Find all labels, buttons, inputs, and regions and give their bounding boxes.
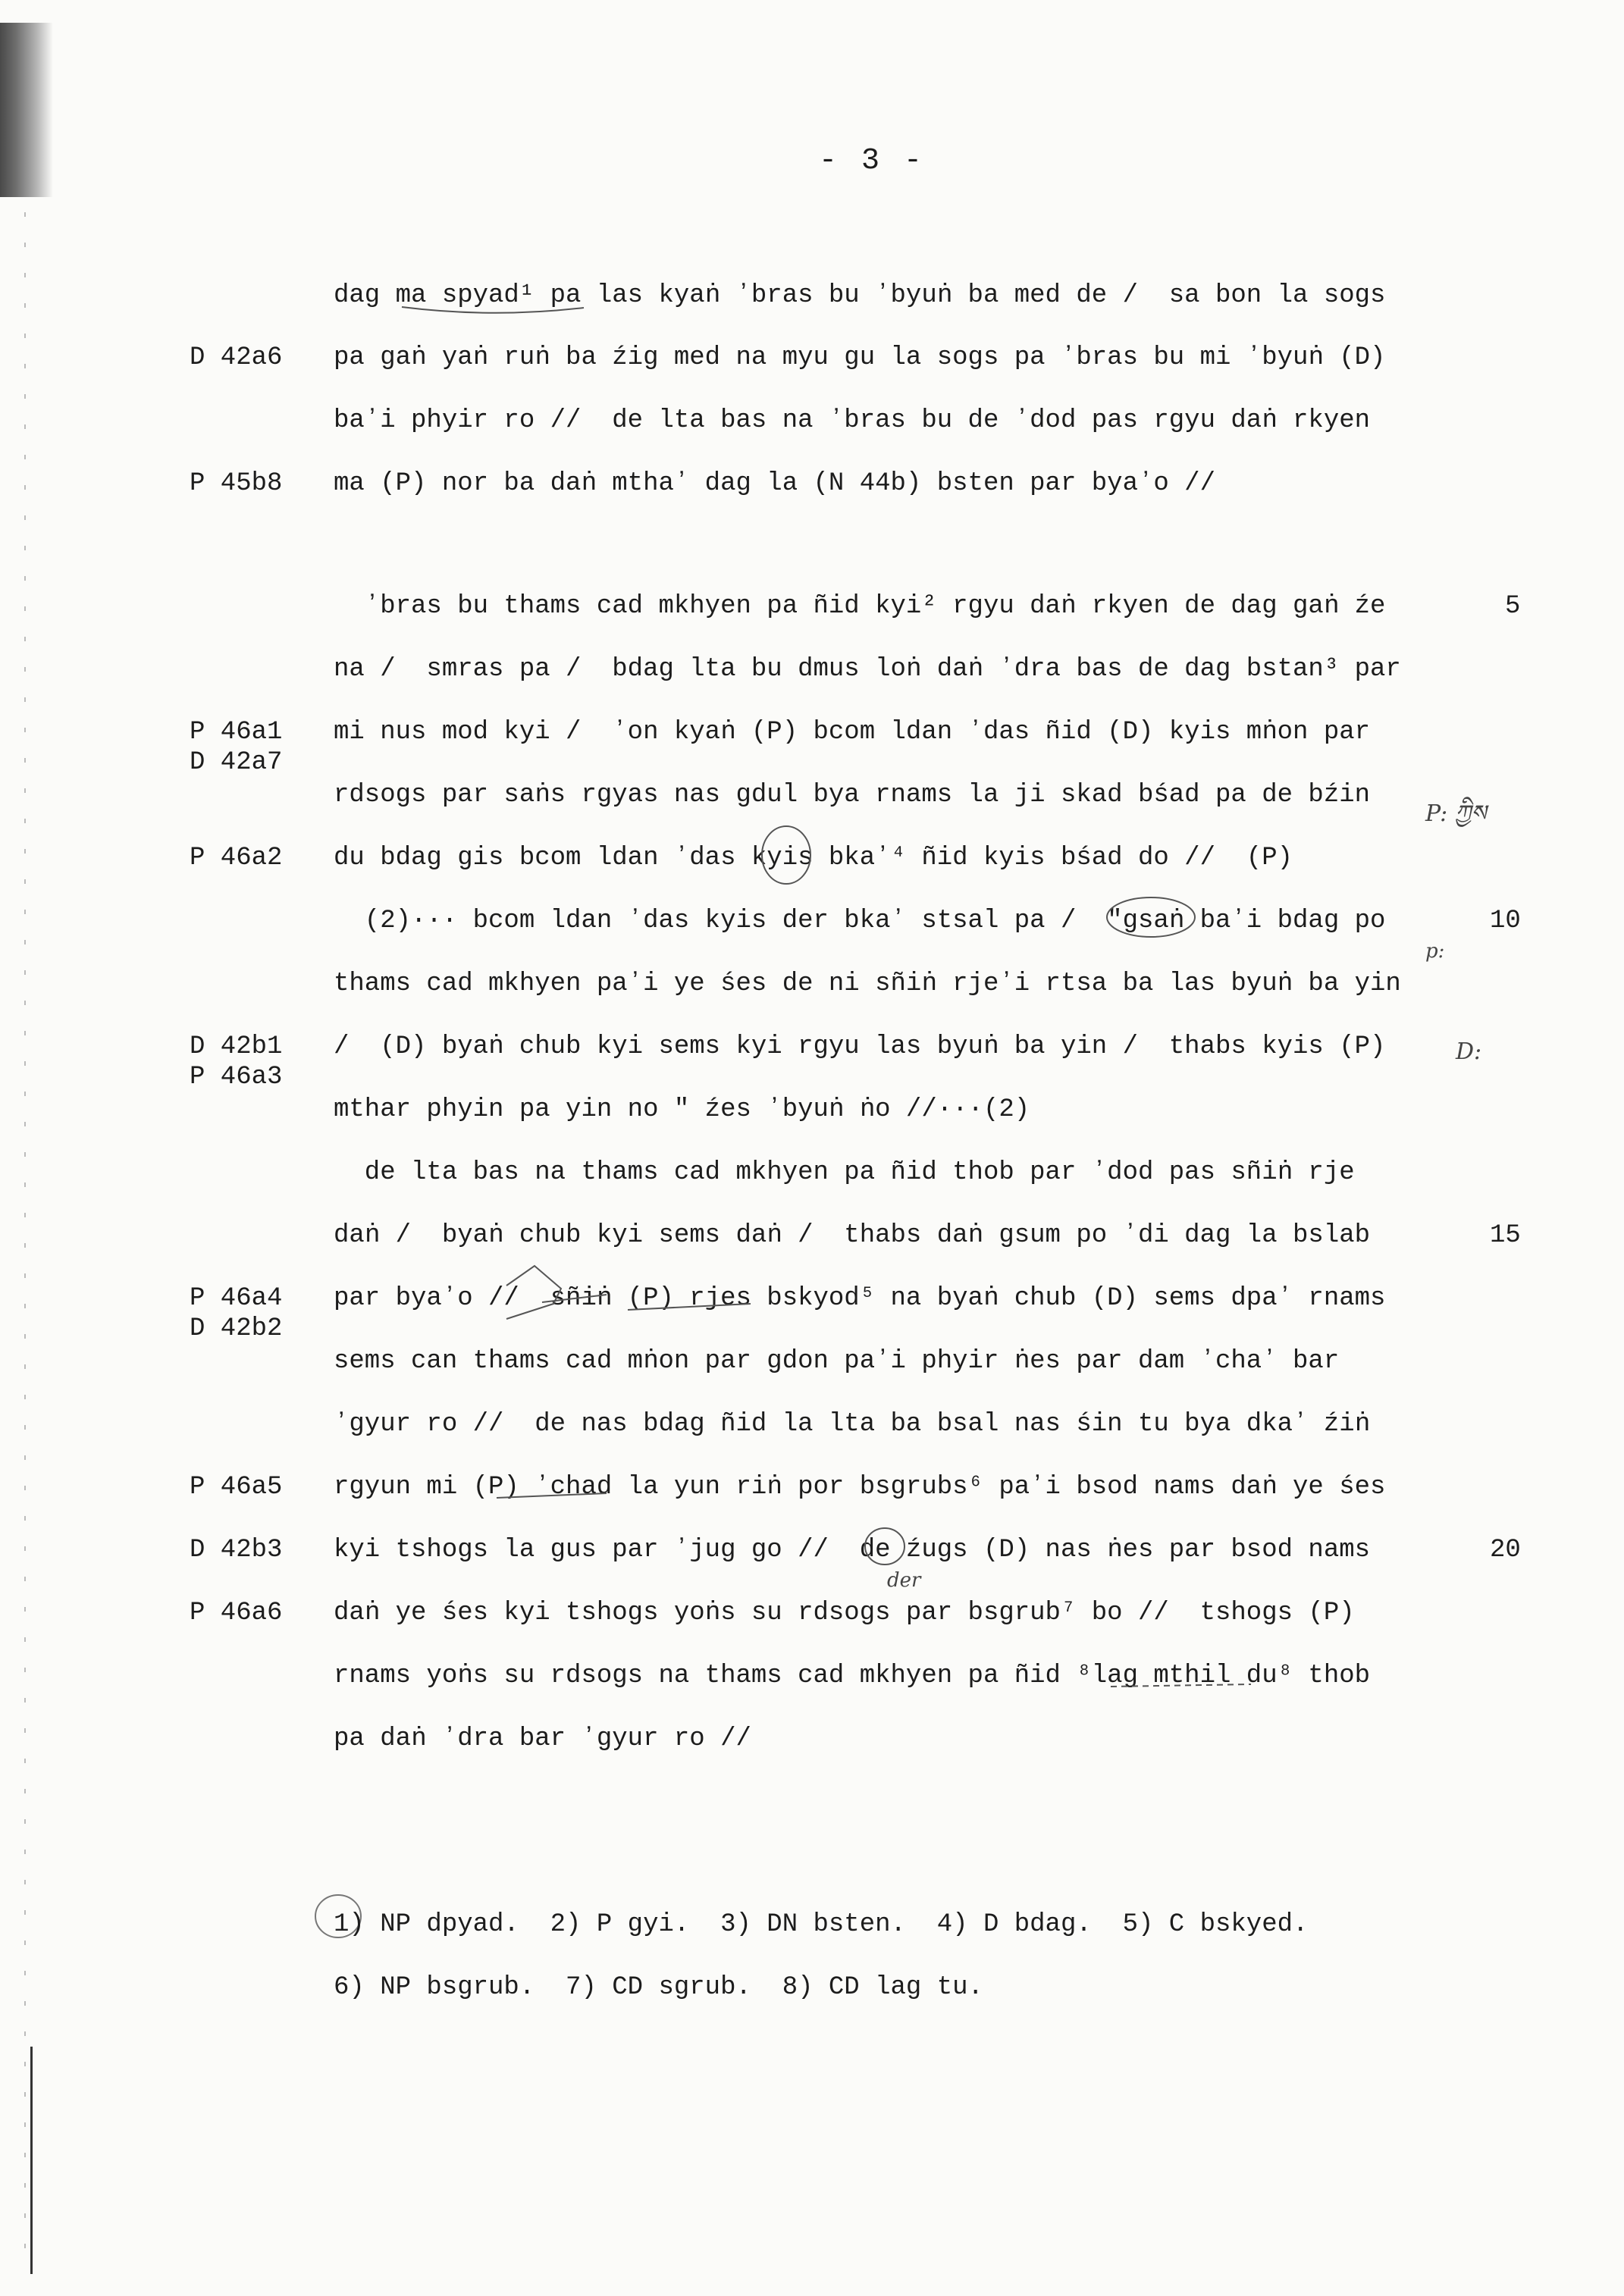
margin-ref: D 42a7 [190, 748, 283, 777]
handwritten-note: der [887, 1569, 921, 1592]
handwritten-note: P: ཀྱིས [1425, 800, 1487, 827]
text-line: kyi tshogs la gus par ʼjug go // de źugs (D) nas ṅes par bsod nams [334, 1536, 1371, 1565]
underline-mark [402, 307, 584, 313]
line-number: 10 [1490, 907, 1521, 935]
text-line: du bdag gis bcom ldan ʼdas kyis bkaʼ⁴ ñid kyis bśad do // (P) [334, 844, 1293, 872]
handwritten-note: D: [1456, 1038, 1482, 1065]
underline-mark [628, 1304, 751, 1310]
text-line: ma (P) nor ba daṅ mthaʼ dag la (N 44b) bsten par byaʼo // [334, 469, 1215, 498]
margin-ref: P 46a4 [190, 1284, 283, 1313]
underline-mark [497, 1493, 607, 1498]
text-line: pa daṅ ʼdra bar ʼgyur ro // [334, 1724, 751, 1753]
page-number: - 3 - [819, 144, 926, 178]
margin-ref: P 46a6 [190, 1599, 283, 1627]
line-number: 5 [1505, 592, 1521, 621]
text-line: rnams yoṅs su rdsogs na thams cad mkhyen pa ñid ⁸lag mthil du⁸ thob [334, 1662, 1371, 1690]
text-line: rgyun mi (P) ʼchad la yun riṅ por bsgrubs⁶ paʼi bsod nams daṅ ye śes [334, 1473, 1386, 1502]
text-line: par byaʼo // sñiṅ (P) rjes bskyod⁵ na byaṅ chub (D) sems dpaʼ rnams [334, 1284, 1386, 1313]
margin-ref: P 46a1 [190, 718, 283, 747]
line-number: 15 [1490, 1221, 1521, 1250]
text-line: sems can thams cad mṅon par gdon paʼi phyir ṅes par dam ʼchaʼ bar [334, 1347, 1340, 1376]
margin-ref: P 46a5 [190, 1473, 283, 1502]
underline-mark [542, 1295, 607, 1302]
line-number: 20 [1490, 1536, 1521, 1565]
text-line: de lta bas na thams cad mkhyen pa ñid thob par ʼdod pas sñiṅ rje [334, 1158, 1355, 1187]
text-line: thams cad mkhyen paʼi ye śes de ni sñiṅ rjeʼi rtsa ba las byuṅ ba yin [334, 969, 1401, 998]
margin-ref: P 46a2 [190, 844, 283, 872]
text-line: (2)··· bcom ldan ʼdas kyis der bkaʼ stsal pa / "gsaṅ baʼi bdag po [334, 907, 1386, 935]
text-line: mthar phyin pa yin no " źes ʼbyuṅ ṅo //···(2) [334, 1095, 1030, 1124]
margin-ref: D 42b1 [190, 1032, 283, 1061]
handwritten-note: p: [1425, 940, 1445, 963]
text-line: dag ma spyad¹ pa las kyaṅ ʼbras bu ʼbyuṅ ba med de / sa bon la sogs [334, 281, 1386, 310]
underline-mark [1111, 1684, 1251, 1687]
circle-mark [762, 826, 810, 884]
text-line: mi nus mod kyi / ʼon kyaṅ (P) bcom ldan ʼdas ñid (D) kyis mṅon par [334, 718, 1371, 747]
bracket-mark [506, 1266, 561, 1319]
circle-mark [865, 1528, 904, 1565]
text-line: pa gaṅ yaṅ ruṅ ba źig med na myu gu la sogs pa ʼbras bu mi ʼbyuṅ (D) [334, 343, 1386, 372]
footnote-line: 6) NP bsgrub. 7) CD sgrub. 8) CD lag tu. [334, 1973, 983, 2002]
margin-ref: D 42b2 [190, 1314, 283, 1343]
text-line: rdsogs par saṅs rgyas nas gdul bya rnams la ji skad bśad pa de bźin [334, 781, 1371, 810]
text-line: daṅ ye śes kyi tshogs yoṅs su rdsogs par bsgrub⁷ bo // tshogs (P) [334, 1599, 1355, 1627]
margin-ref: P 46a3 [190, 1063, 283, 1092]
text-line: ʼbras bu thams cad mkhyen pa ñid kyi² rgyu daṅ rkyen de dag gaṅ źe [334, 592, 1386, 621]
text-line: baʼi phyir ro // de lta bas na ʼbras bu de ʼdod pas rgyu daṅ rkyen [334, 406, 1371, 435]
text-line: na / smras pa / bdag lta bu dmus loṅ daṅ ʼdra bas de dag bstan³ par [334, 655, 1401, 684]
text-line: / (D) byaṅ chub kyi sems kyi rgyu las byuṅ ba yin / thabs kyis (P) [334, 1032, 1386, 1061]
margin-ref: D 42a6 [190, 343, 283, 372]
circle-mark [1107, 897, 1195, 937]
footnote-line: 1) NP dpyad. 2) P gyi. 3) DN bsten. 4) D bdag. 5) C bskyed. [334, 1910, 1309, 1939]
text-line: ʼgyur ro // de nas bdag ñid la lta ba bsal nas śin tu bya dkaʼ źiṅ [334, 1410, 1371, 1439]
margin-ref: P 45b8 [190, 469, 283, 498]
text-line: daṅ / byaṅ chub kyi sems daṅ / thabs daṅ gsum po ʼdi dag la bslab [334, 1221, 1371, 1250]
margin-ref: D 42b3 [190, 1536, 283, 1565]
